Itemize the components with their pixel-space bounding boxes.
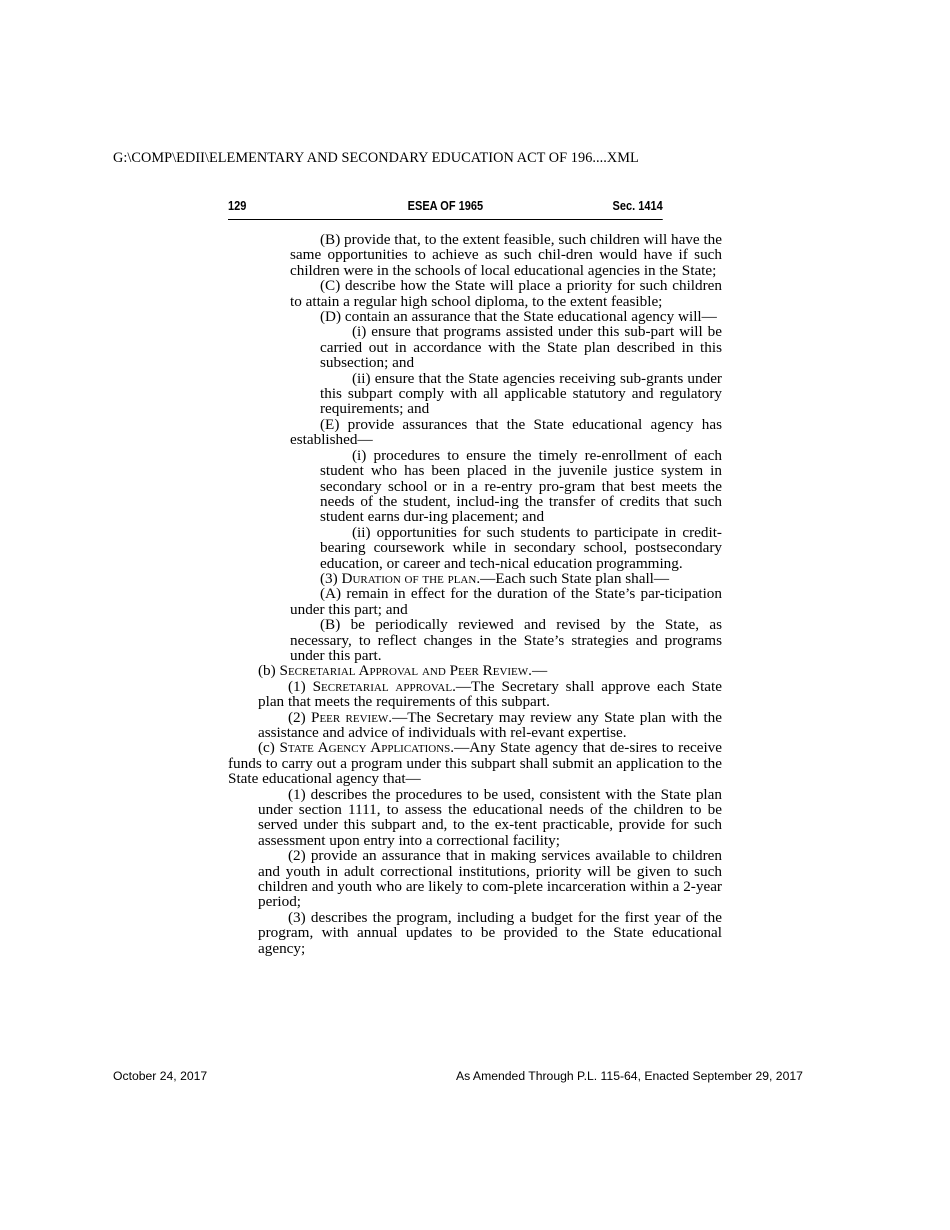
footer-date: October 24, 2017 <box>113 1069 208 1083</box>
paragraph-E-ii: (ii) opportunities for such students to participate in credit-bearing coursework while in secondary school, postsecondary education, or career and tech-nical education programming. <box>320 523 722 572</box>
act-title: ESEA OF 1965 <box>407 199 484 213</box>
subsection-c-text: .—Any State agency that de-sires to receive funds to carry out a program under this subpart shall submit an application to the State educational agency that— <box>228 739 722 788</box>
paragraph-D-i: (i) ensure that programs assisted under this sub-part will be carried out in accordance with the State plan described in this subsection; and <box>320 323 722 372</box>
paragraph-c-2: (2) provide an assurance that in making services available to children and youth in adult correctional institutions, priority will be given to such children and youth who are likely to com-plete incarceration within a 2-year period; <box>258 847 722 911</box>
paragraph-3-text: .—Each such State plan shall— <box>476 569 670 587</box>
page-number: 129 <box>228 199 247 213</box>
subsection-b-heading: Secretarial Approval and Peer Review <box>279 662 529 680</box>
paragraph-b-1-number: (1) <box>288 677 306 695</box>
paragraph-D: (D) contain an assurance that the State educational agency will— <box>320 308 717 326</box>
paragraph-3-heading: Duration of the plan <box>341 569 477 587</box>
subsection-c-number: (c) <box>258 739 275 757</box>
paragraph-3-number: (3) <box>320 569 338 587</box>
paragraph-b-2-B: (B) provide that, to the extent feasible, such children will have the same opportunities to achieve as such chil-dren would have if such children were in the schools of local educational agencies in the State; <box>290 231 722 279</box>
paragraph-E: (E) provide assurances that the State educational agency has established— <box>290 415 722 449</box>
paragraph-c-1: (1) describes the procedures to be used, consistent with the State plan under section 1111, to assess the educational needs of the children to be served under this subpart and, to the ex-tent practicable, provide for such assessment upon entry into a correctional facility; <box>258 785 722 849</box>
paragraph-b-2-heading: Peer review <box>311 708 389 726</box>
paragraph-b-1-heading: Secretarial approval <box>312 677 453 695</box>
paragraph-3-A: (A) remain in effect for the duration of the State’s par-ticipation under this part; and <box>290 585 722 618</box>
file-path: G:\COMP\EDII\ELEMENTARY AND SECONDARY EDUCATION ACT OF 196....XML <box>113 150 639 166</box>
paragraph-b-2-text: .—The Secretary may review any State plan with the assistance and advice of individuals with rel-evant expertise. <box>258 708 722 741</box>
subsection-b <box>228 663 722 678</box>
running-head <box>228 199 663 220</box>
paragraph-b-2-C: (C) describe how the State will place a priority for such children to attain a regular high school diploma, to the extent feasible; <box>290 277 722 310</box>
subsection-b-tail: .— <box>528 662 548 680</box>
paragraph-3 <box>228 571 722 586</box>
paragraph-b-1-text: .—The Secretary shall approve each State plan that meets the requirements of this subpart. <box>258 677 722 711</box>
statute-text <box>228 232 722 956</box>
section-number: Sec. 1414 <box>612 199 663 213</box>
paragraph-3-B: (B) be periodically reviewed and revised by the State, as necessary, to reflect changes in the State’s strategies and programs under this part. <box>290 616 722 664</box>
subsection-c <box>228 740 722 786</box>
paragraph-c-3: (3) describes the program, including a budget for the first year of the program, with annual updates to be provided to the State educational agency; <box>258 908 722 957</box>
paragraph-D-ii: (ii) ensure that the State agencies receiving sub-grants under this subpart comply with all applicable statutory and regulatory requirements; and <box>320 369 722 418</box>
paragraph-b-2-number: (2) <box>288 708 306 726</box>
subsection-b-number: (b) <box>258 662 276 680</box>
subsection-c-heading: State Agency Applications <box>279 739 451 757</box>
paragraph-E-i: (i) procedures to ensure the timely re-enrollment of each student who has been placed in the juvenile justice system in secondary school or in a re-entry pro-gram that best meets the needs of the student, includ-ing the transfer of credits that such student earns dur-ing placement; and <box>320 446 722 526</box>
footer-amended: As Amended Through P.L. 115-64, Enacted September 29, 2017 <box>456 1069 803 1083</box>
paragraph-b-1 <box>228 679 722 710</box>
paragraph-b-2 <box>228 710 722 741</box>
